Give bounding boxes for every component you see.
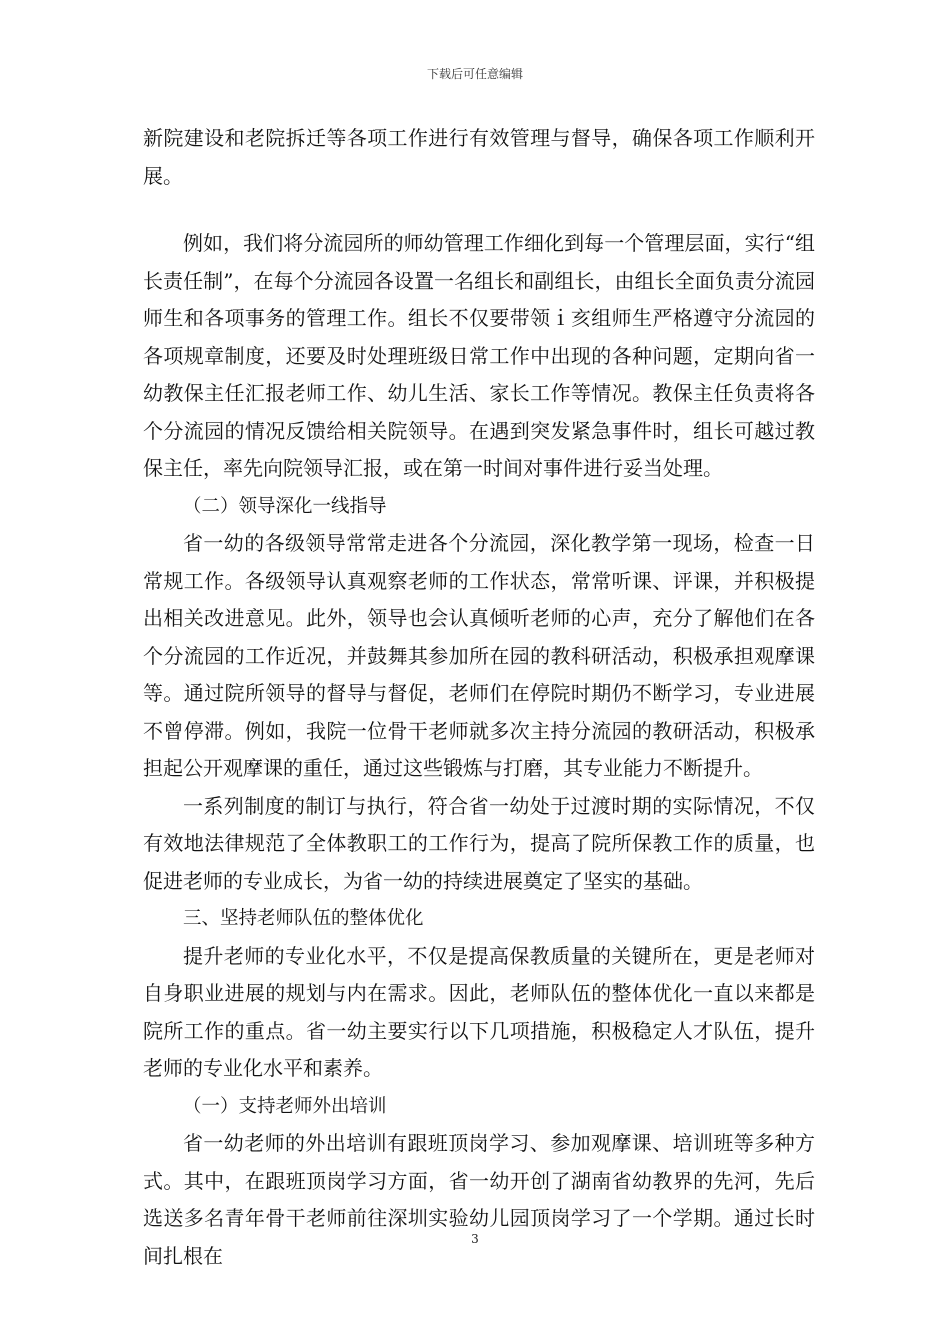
- paragraph-training: 省一幼老师的外出培训有跟班顶岗学习、参加观摩课、培训班等多种方式。其中，在跟班顶岗学习方面，省一幼开创了湖南省幼教界的先河，先后选送多名青年骨干老师前往深圳实验幼儿园顶岗学习了一个学期。通过长时间扎根在: [143, 1131, 815, 1268]
- document-body: [143, 120, 815, 1275]
- section-heading-teacher-team: 三、坚持老师队伍的整体优化: [183, 908, 424, 929]
- paragraph-leadership: 省一幼的各级领导常常走进各个分流园，深化教学第一现场，检查一日常规工作。各级领导认真观察老师的工作状态，常常听课、评课，并积极提出相关改进意见。此外，领导也会认真倾听老师的心声，充分了解他们在各个分流园的工作近况，并鼓舞其参加所在园的教科研活动，积极承担观摩课等。通过院所领导的督导与督促，老师们在停院时期仍不断学习，专业进展不曾停滞。例如，我院一位骨干老师就多次主持分流园的教研活动，积极承担起公开观摩课的重任，通过这些锻炼与打磨，其专业能力不断提升。: [143, 531, 815, 780]
- paragraph-teacher-team: 提升老师的专业化水平，不仅是提高保教质量的关键所在，更是老师对自身职业进展的规划与内在需求。因此，老师队伍的整体优化一直以来都是院所工作的重点。省一幼主要实行以下几项措施，积极稳定人才队伍，提升老师的专业化水平和素养。: [143, 943, 815, 1080]
- page-header: 下载后可任意编辑: [426, 67, 523, 81]
- page-number: 3: [471, 1232, 479, 1246]
- paragraph-summary: 一系列制度的制订与执行，符合省一幼处于过渡时期的实际情况，不仅有效地法律规范了全体教职工的工作行为，提高了院所保教工作的质量，也促进老师的专业成长，为省一幼的持续进展奠定了坚实的基础。: [143, 793, 815, 893]
- section-heading-leadership: （二）领导深化一线指导: [183, 495, 387, 517]
- paragraph-continuation: 新院建设和老院拆迁等各项工作进行有效管理与督导，确保各项工作顺利开展。: [143, 126, 815, 188]
- paragraph-spacer: [143, 195, 815, 225]
- paragraph-example: 例如，我们将分流园所的师幼管理工作细化到每一个管理层面，实行“组长责任制”，在每个分流园各设置一名组长和副组长，由组长全面负责分流园师生和各项事务的管理工作。组长不仅要带领ｉ亥组师生严格遵守分流园的各项规章制度，还要及时处理班级日常工作中出现的各种问题，定期向省一幼教保主任汇报老师工作、幼儿生活、家长工作等情况。教保主任负责将各个分流园的情况反馈给相关院领导。在遇到突发紧急事件时，组长可越过教保主任，率先向院领导汇报，或在第一时间对事件进行妥当处理。: [143, 231, 815, 480]
- section-heading-training: （一）支持老师外出培训: [183, 1095, 387, 1117]
